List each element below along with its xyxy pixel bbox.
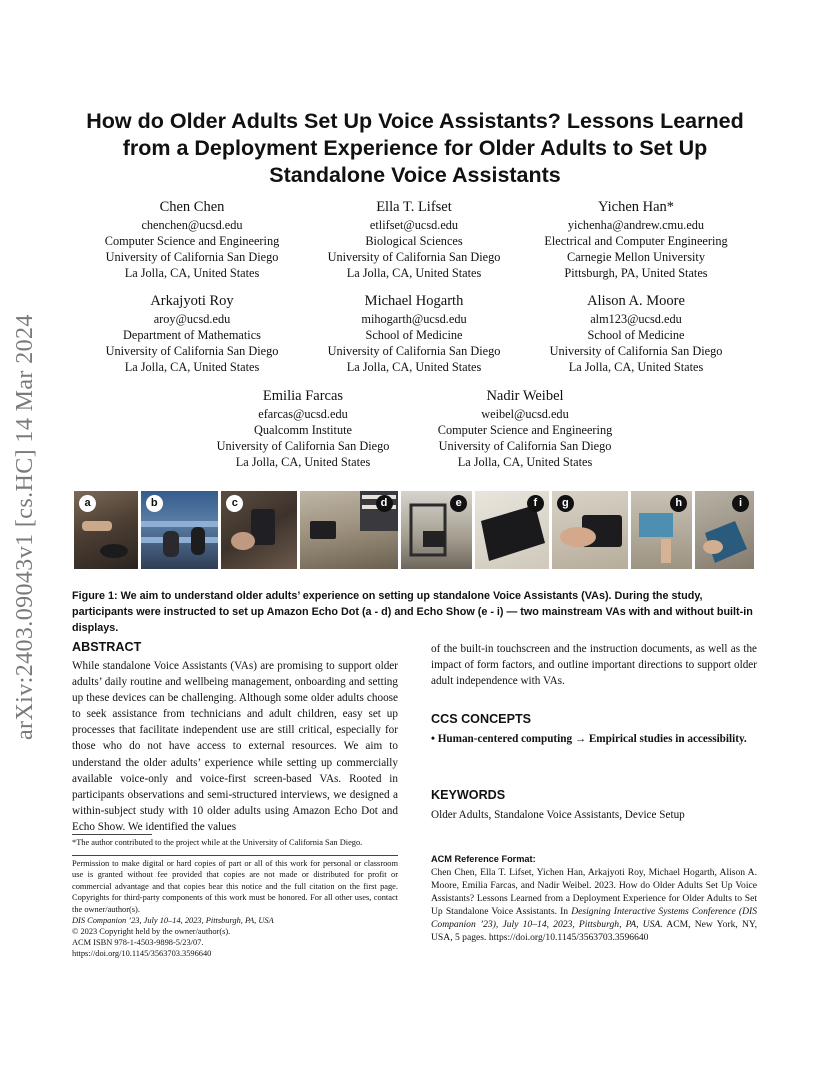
author-block [303, 292, 525, 375]
acm-ref-heading: ACM Reference Format: [431, 854, 536, 864]
figure-label-c: c [226, 495, 243, 512]
keywords-heading: KEYWORDS [431, 788, 506, 802]
keywords-text: Older Adults, Standalone Voice Assistants, Device Setup [431, 809, 685, 821]
author-loc: La Jolla, CA, United States [124, 266, 260, 280]
author-dept: Qualcomm Institute [253, 423, 352, 437]
author-inst: University of California San Diego [105, 250, 279, 264]
author-loc: La Jolla, CA, United States [124, 360, 260, 374]
author-loc: La Jolla, CA, United States [346, 360, 482, 374]
figure-photo [631, 491, 693, 569]
acm-ref-publisher: ACM, New York, NY, USA, 5 pages. https://doi.org/10.1145/3563703.3596640 [431, 919, 757, 943]
paper-title: How do Older Adults Set Up Voice Assistants? Lessons Learned from a Deployment Experience for Older Adults to Set Up Standalone Voice Assistants [86, 109, 744, 187]
figure-photo [552, 491, 628, 569]
author-block [81, 292, 303, 375]
figure-label-a: a [79, 495, 96, 512]
author-block [525, 198, 747, 281]
author-email: mihogarth@ucsd.edu [361, 312, 467, 326]
author-name: Ella T. Lifset [376, 199, 452, 215]
author-email: etlifset@ucsd.edu [369, 218, 459, 232]
author-block [81, 198, 303, 281]
author-inst: University of California San Diego [327, 344, 501, 358]
author-name: Nadir Weibel [486, 388, 564, 404]
author-inst: University of California San Diego [327, 250, 501, 264]
author-name: Yichen Han* [597, 199, 675, 215]
figure-photo [401, 491, 473, 569]
author-inst: Carnegie Mellon University [567, 250, 705, 264]
permission-notice: Permission to make digital or hard copies of part or all of this work for personal or classroom use is granted without fee provided that copies are not made or distributed for profit or commercial advantage and that copies bear this notice and the full citation on the first page. Copyrights for third-party components of this work must be honored. For all other uses, contact the owner/author(s). [72, 859, 398, 914]
author-email: efarcas@ucsd.edu [258, 407, 348, 421]
ccs-text: • Human-centered computing → Empirical studies in accessibility. [431, 733, 747, 745]
footnote-rule [72, 834, 152, 835]
venue-text: DIS Companion ’23, July 10–14, 2023, Pittsburgh, PA, USA [72, 916, 274, 925]
author-dept: Biological Sciences [365, 234, 463, 248]
figure-photo [475, 491, 549, 569]
figure-photo [300, 491, 398, 569]
venue-line [72, 915, 398, 926]
author-dept: Computer Science and Engineering [437, 423, 613, 437]
figure-photo [141, 491, 219, 569]
abstract-text-right: of the built-in touchscreen and the instruction documents, as well as the impact of form factors, and outline important directions to support older adult independence with VAs. [431, 643, 757, 688]
author-block [414, 387, 636, 470]
author-block [525, 292, 747, 375]
author-dept: School of Medicine [587, 328, 685, 342]
arxiv-stamp: arXiv:2403.09043v1 [cs.HC] 14 Mar 2024 [12, 314, 38, 740]
acm-reference [431, 866, 757, 944]
author-inst: University of California San Diego [438, 439, 612, 453]
author-loc: La Jolla, CA, United States [568, 360, 704, 374]
author-dept: Department of Mathematics [123, 328, 261, 342]
permission-rule [72, 855, 398, 856]
abstract-text-left: While standalone Voice Assistants (VAs) are promising to support older adults’ daily routine and wellbeing management, onboarding and setting up these devices can be challenging. Although some older adults choose to seek assistance from technicians and adult children, easy set up processes that facilitate independent use are still critical, especially for those who do not have access to external resources. We aim to understand the older adults’ experience while setting up commercially available voice-only and voice-first screen-based VAs. Rooted in participants observations and semi-structured interviews, we designed a within-subject study with 10 older adults using Amazon Echo Dot and Echo Show. We identified the values [72, 660, 398, 833]
author-email: aroy@ucsd.edu [153, 312, 231, 326]
figure-label-i: i [732, 495, 749, 512]
author-inst: University of California San Diego [549, 344, 723, 358]
author-loc: La Jolla, CA, United States [457, 455, 593, 469]
author-email: weibel@ucsd.edu [481, 407, 569, 421]
figure-photo [74, 491, 138, 569]
figure-label-f: f [527, 495, 544, 512]
copyright-line: © 2023 Copyright held by the owner/author(s). [72, 927, 231, 936]
ccs-heading: CCS CONCEPTS [431, 712, 532, 726]
isbn-line: ACM ISBN 978-1-4503-9898-5/23/07. [72, 938, 204, 947]
author-inst: University of California San Diego [216, 439, 390, 453]
author-inst: University of California San Diego [105, 344, 279, 358]
author-dept: Electrical and Computer Engineering [544, 234, 728, 248]
doi-link[interactable]: https://doi.org/10.1145/3563703.3596640 [72, 949, 212, 958]
acm-ref-venue: Designing Interactive Systems Conference (DIS Companion ’23), July 10–14, 2023, Pittsburgh, PA, USA. [431, 906, 758, 930]
author-block [192, 387, 414, 470]
figure-label-b: b [146, 495, 163, 512]
author-name: Alison A. Moore [587, 293, 685, 309]
figure-label-e: e [450, 495, 467, 512]
author-email: chenchen@ucsd.edu [141, 218, 243, 232]
author-loc: La Jolla, CA, United States [346, 266, 482, 280]
author-email: alm123@ucsd.edu [590, 312, 682, 326]
author-block [303, 198, 525, 281]
author-name: Michael Hogarth [364, 293, 464, 309]
abstract-heading: ABSTRACT [72, 640, 142, 654]
figure-caption: Figure 1: We aim to understand older adults’ experience on setting up standalone Voice Assistants (VAs). During the study, participants were instructed to set up Amazon Echo Dot (a - d) and Echo Show (e - i) — two mainstream VAs with and without built-in displays. [72, 590, 753, 634]
figure-photo-strip [74, 491, 754, 569]
author-name: Arkajyoti Roy [150, 293, 234, 309]
figure-label-g: g [557, 495, 574, 512]
figure-photo [221, 491, 297, 569]
author-loc: Pittsburgh, PA, United States [564, 266, 708, 280]
figure-label-h: h [670, 495, 687, 512]
author-loc: La Jolla, CA, United States [235, 455, 371, 469]
author-name: Chen Chen [159, 199, 225, 215]
author-dept: Computer Science and Engineering [104, 234, 280, 248]
figure-photo [695, 491, 754, 569]
author-name: Emilia Farcas [262, 388, 344, 404]
figure-label-d: d [376, 495, 393, 512]
author-dept: School of Medicine [365, 328, 463, 342]
author-email: yichenha@andrew.cmu.edu [567, 218, 705, 232]
acm-ref-authors: Chen Chen, Ella T. Lifset, Yichen Han, Arkajyoti Roy, Michael Hogarth, Alison A. Moore, Emilia Farcas, and Nadir Weibel. 2023. How do Older Adults Set Up Voice Assistants? Lessons Learned from a Deployment Experience for Older Adults to Set Up Standalone Voice Assistants. In [431, 867, 757, 917]
author-footnote: *The author contributed to the project while at the University of California San Diego. [72, 838, 363, 847]
